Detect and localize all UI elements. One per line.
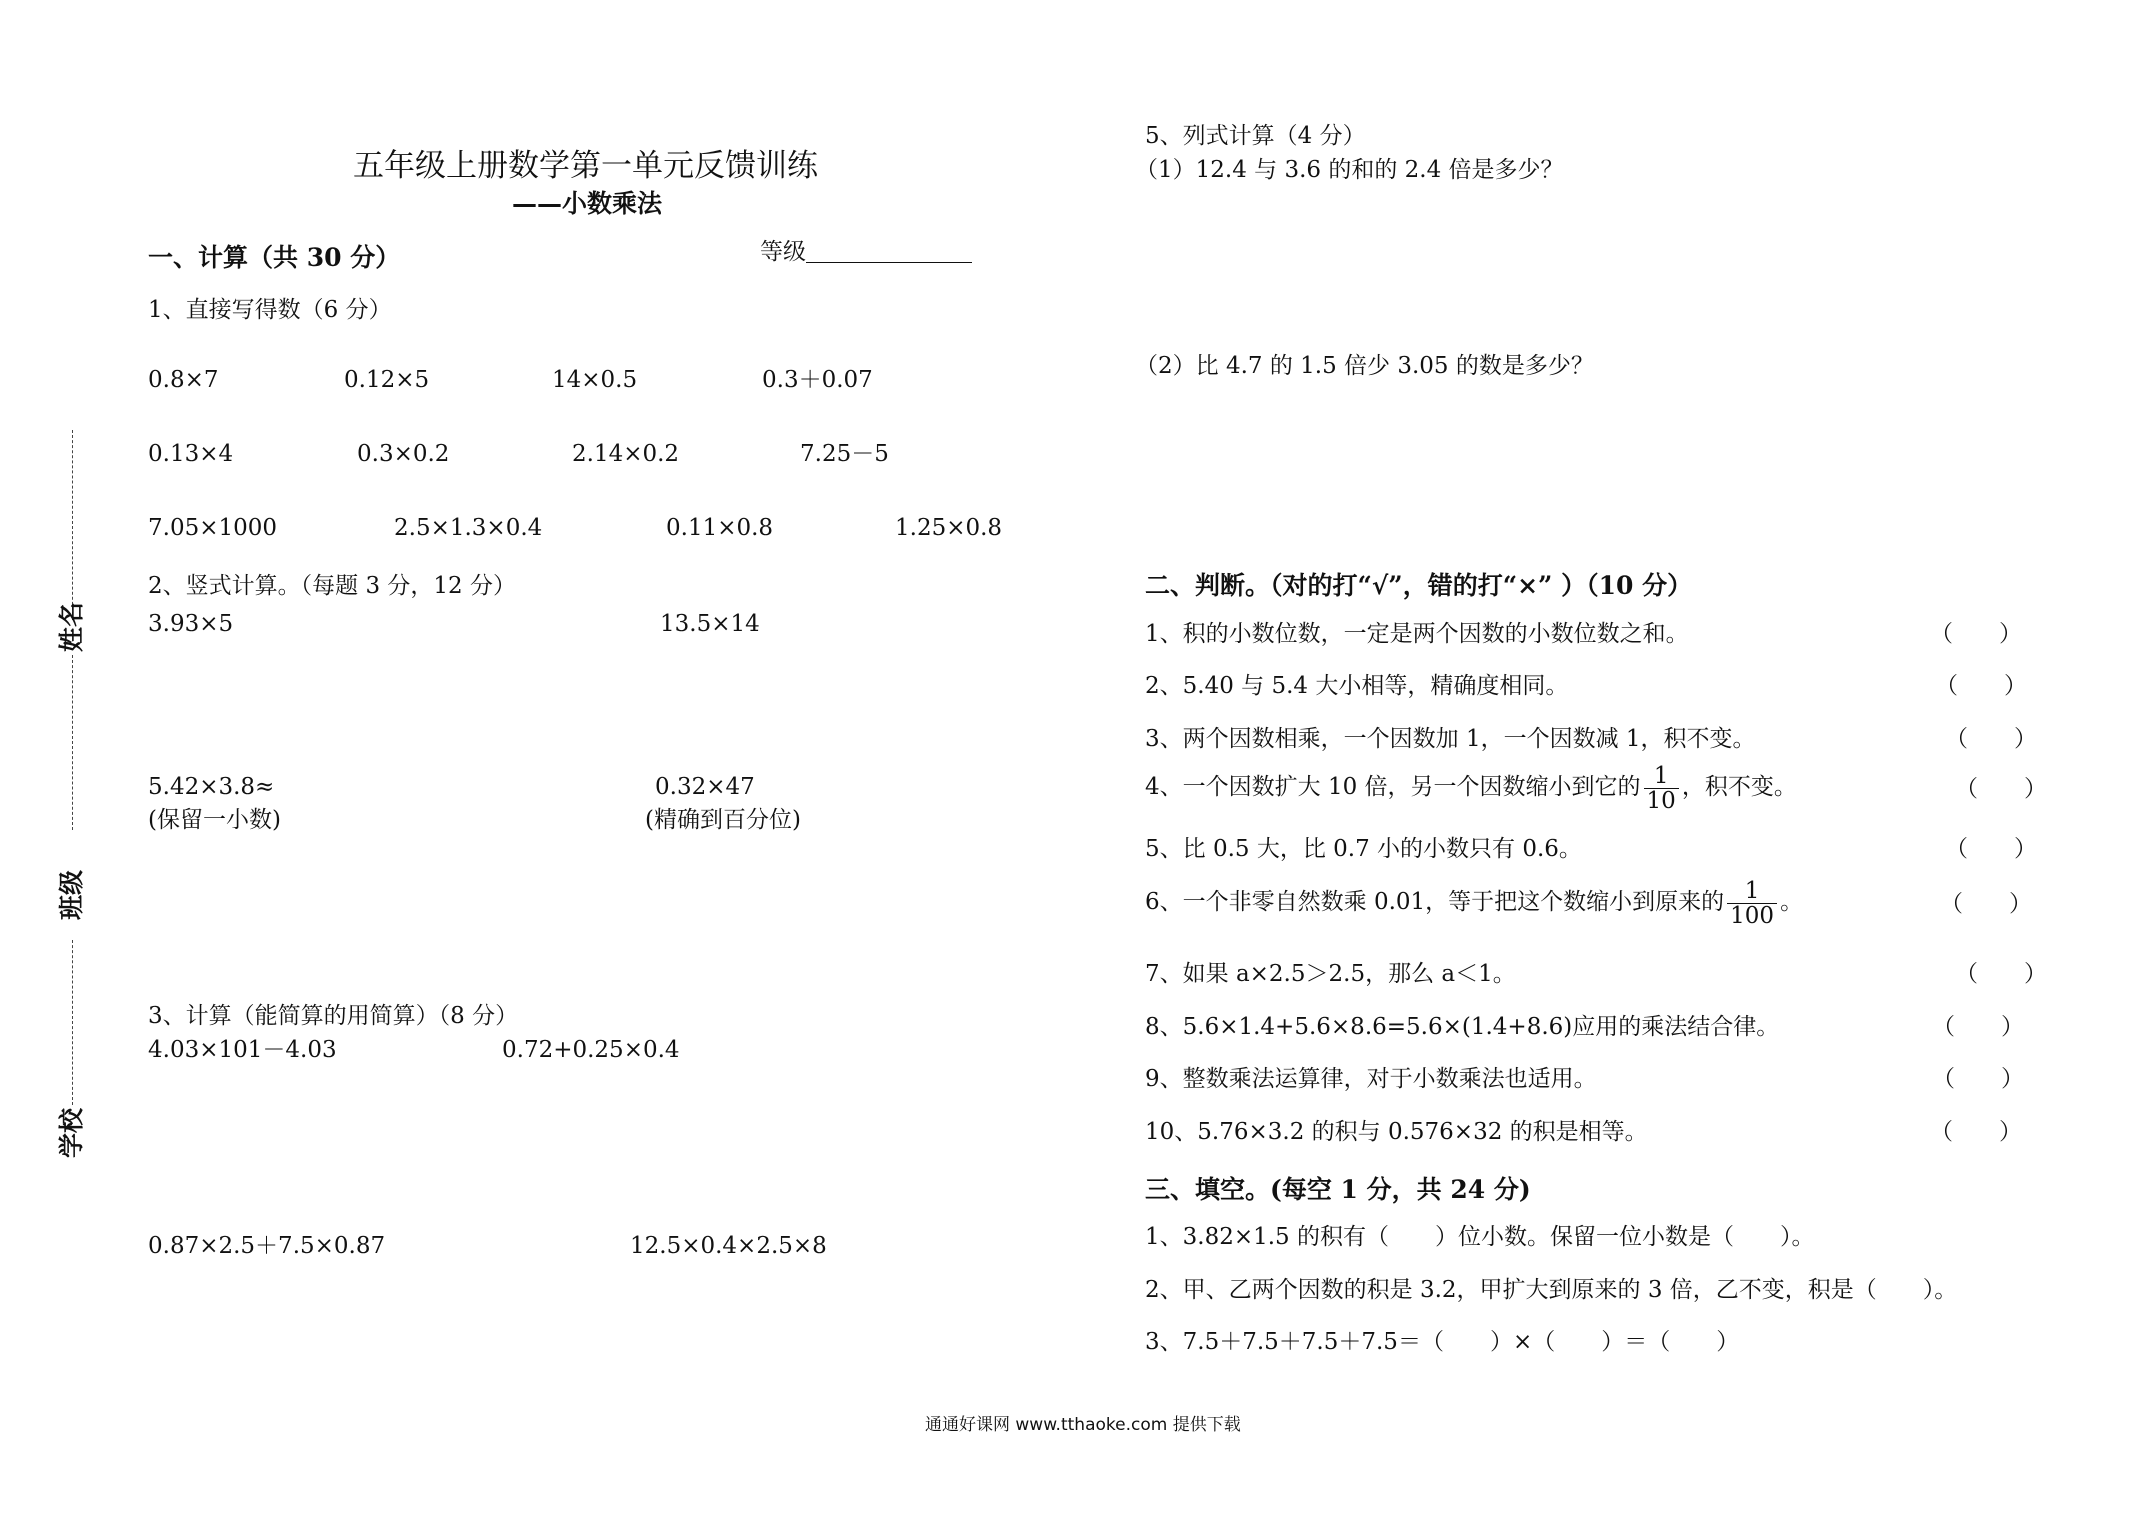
judge-item-10: 10、5.76×3.2 的积与 0.576×32 的积是相等。 — [1145, 1119, 1648, 1145]
binding-line-middle — [72, 655, 73, 830]
judge-answer-bracket[interactable]: （ ） — [1935, 673, 2027, 699]
q3-item-c: 0.87×2.5＋7.5×0.87 — [148, 1233, 386, 1259]
side-label-name: 姓名 — [57, 601, 86, 652]
judge-item-4-tail: ，积不变。 — [1681, 774, 1797, 800]
binding-line-lower — [72, 940, 73, 1105]
q1-item: 7.25－5 — [800, 441, 889, 467]
judge-answer-bracket[interactable]: （ ） — [1930, 1119, 2022, 1145]
q1-title: 1、直接写得数（6 分） — [148, 297, 392, 323]
judge-answer-bracket[interactable]: （ ） — [1955, 961, 2047, 987]
q1-item: 0.13×4 — [148, 441, 234, 467]
fill-item-3: 3、7.5＋7.5＋7.5＋7.5＝（ ）×（ ）＝（ ） — [1145, 1329, 1740, 1355]
q1-item: 0.3＋0.07 — [762, 367, 873, 393]
q5-title: 5、列式计算（4 分） — [1145, 123, 1366, 149]
q2-item-d: 0.32×47 — [655, 774, 755, 800]
q5-item-b: （2）比 4.7 的 1.5 倍少 3.05 的数是多少？ — [1135, 353, 1594, 379]
footer-credit: 通通好课网 www.tthaoke.com 提供下载 — [925, 1415, 1241, 1435]
page-subtitle: ——小数乘法 — [512, 189, 663, 218]
q3-item-b: 0.72+0.25×0.4 — [502, 1037, 680, 1063]
fraction-numerator: 1 — [1644, 764, 1679, 789]
q2-item-b: 13.5×14 — [660, 611, 760, 637]
judge-item-3: 3、两个因数相乘，一个因数加 1，一个因数减 1，积不变。 — [1145, 726, 1756, 752]
binding-line-top — [72, 430, 73, 620]
fraction-one-tenth — [1644, 764, 1679, 813]
judge-item-2: 2、5.40 与 5.4 大小相等，精确度相同。 — [1145, 673, 1569, 699]
judge-item-5: 5、比 0.5 大，比 0.7 小的小数只有 0.6。 — [1145, 836, 1582, 862]
q1-item: 0.8×7 — [148, 367, 219, 393]
q5-item-a: （1）12.4 与 3.6 的和的 2.4 倍是多少？ — [1135, 157, 1564, 183]
fill-item-2: 2、甲、乙两个因数的积是 3.2，甲扩大到原来的 3 倍，乙不变，积是（ ）。 — [1145, 1277, 1958, 1303]
q2-title: 2、竖式计算。（每题 3 分，12 分） — [148, 573, 516, 599]
judge-item-8: 8、5.6×1.4+5.6×8.6=5.6×(1.4+8.6)应用的乘法结合律。 — [1145, 1014, 1780, 1040]
q3-item-a: 4.03×101－4.03 — [148, 1037, 337, 1063]
q2-item-d-note: (精确到百分位) — [645, 807, 801, 833]
grade-label: 等级 — [760, 239, 806, 265]
judge-item-9: 9、整数乘法运算律，对于小数乘法也适用。 — [1145, 1066, 1597, 1092]
fraction-denominator: 10 — [1646, 787, 1676, 814]
judge-item-1: 1、积的小数位数，一定是两个因数的小数位数之和。 — [1145, 621, 1689, 647]
fill-item-1: 1、3.82×1.5 的积有（ ）位小数。保留一位小数是（ ）。 — [1145, 1224, 1815, 1250]
q1-item: 1.25×0.8 — [895, 515, 1003, 541]
q1-item: 0.3×0.2 — [357, 441, 450, 467]
fraction-denominator: 100 — [1730, 902, 1775, 929]
q2-item-a: 3.93×5 — [148, 611, 234, 637]
judge-answer-bracket[interactable]: （ ） — [1932, 1014, 2024, 1040]
judge-item-4-text: 4、一个因数扩大 10 倍，另一个因数缩小到它的 — [1145, 774, 1641, 800]
judge-answer-bracket[interactable]: （ ） — [1932, 1066, 2024, 1092]
judge-item-6-tail: 。 — [1780, 889, 1804, 915]
judge-answer-bracket[interactable]: （ ） — [1945, 836, 2037, 862]
section3-heading: 三、填空。(每空 1 分，共 24 分) — [1145, 1175, 1531, 1204]
q3-item-d: 12.5×0.4×2.5×8 — [630, 1233, 827, 1259]
q2-item-c-note: (保留一小数) — [148, 807, 281, 833]
q1-item: 14×0.5 — [552, 367, 638, 393]
judge-answer-bracket[interactable]: （ ） — [1955, 776, 2047, 802]
q1-item: 2.5×1.3×0.4 — [394, 515, 543, 541]
judge-item-7: 7、如果 a×2.5＞2.5，那么 a＜1。 — [1145, 961, 1516, 987]
grade-blank[interactable] — [806, 262, 972, 263]
q1-item: 0.11×0.8 — [666, 515, 774, 541]
q3-title: 3、计算（能简算的用简算）（8 分） — [148, 1003, 519, 1029]
judge-answer-bracket[interactable]: （ ） — [1945, 726, 2037, 752]
q1-item: 7.05×1000 — [148, 515, 278, 541]
judge-answer-bracket[interactable]: （ ） — [1930, 621, 2022, 647]
fraction-one-hundredth — [1727, 879, 1777, 928]
fraction-numerator: 1 — [1727, 879, 1777, 904]
q2-item-c: 5.42×3.8≈ — [148, 774, 275, 800]
side-label-school: 学校 — [57, 1107, 86, 1158]
section2-heading: 二、判断。（对的打“√”，错的打“×” ）（10 分） — [1145, 571, 1693, 600]
page-title: 五年级上册数学第一单元反馈训练 — [353, 148, 818, 184]
judge-answer-bracket[interactable]: （ ） — [1940, 891, 2032, 917]
side-label-class: 班级 — [57, 869, 86, 920]
q1-item: 2.14×0.2 — [572, 441, 680, 467]
judge-item-6 — [1145, 877, 1803, 928]
q1-item: 0.12×5 — [344, 367, 430, 393]
judge-item-6-text: 6、一个非零自然数乘 0.01，等于把这个数缩小到原来的 — [1145, 889, 1725, 915]
section1-heading: 一、计算（共 30 分） — [148, 243, 401, 272]
judge-item-4 — [1145, 762, 1797, 813]
